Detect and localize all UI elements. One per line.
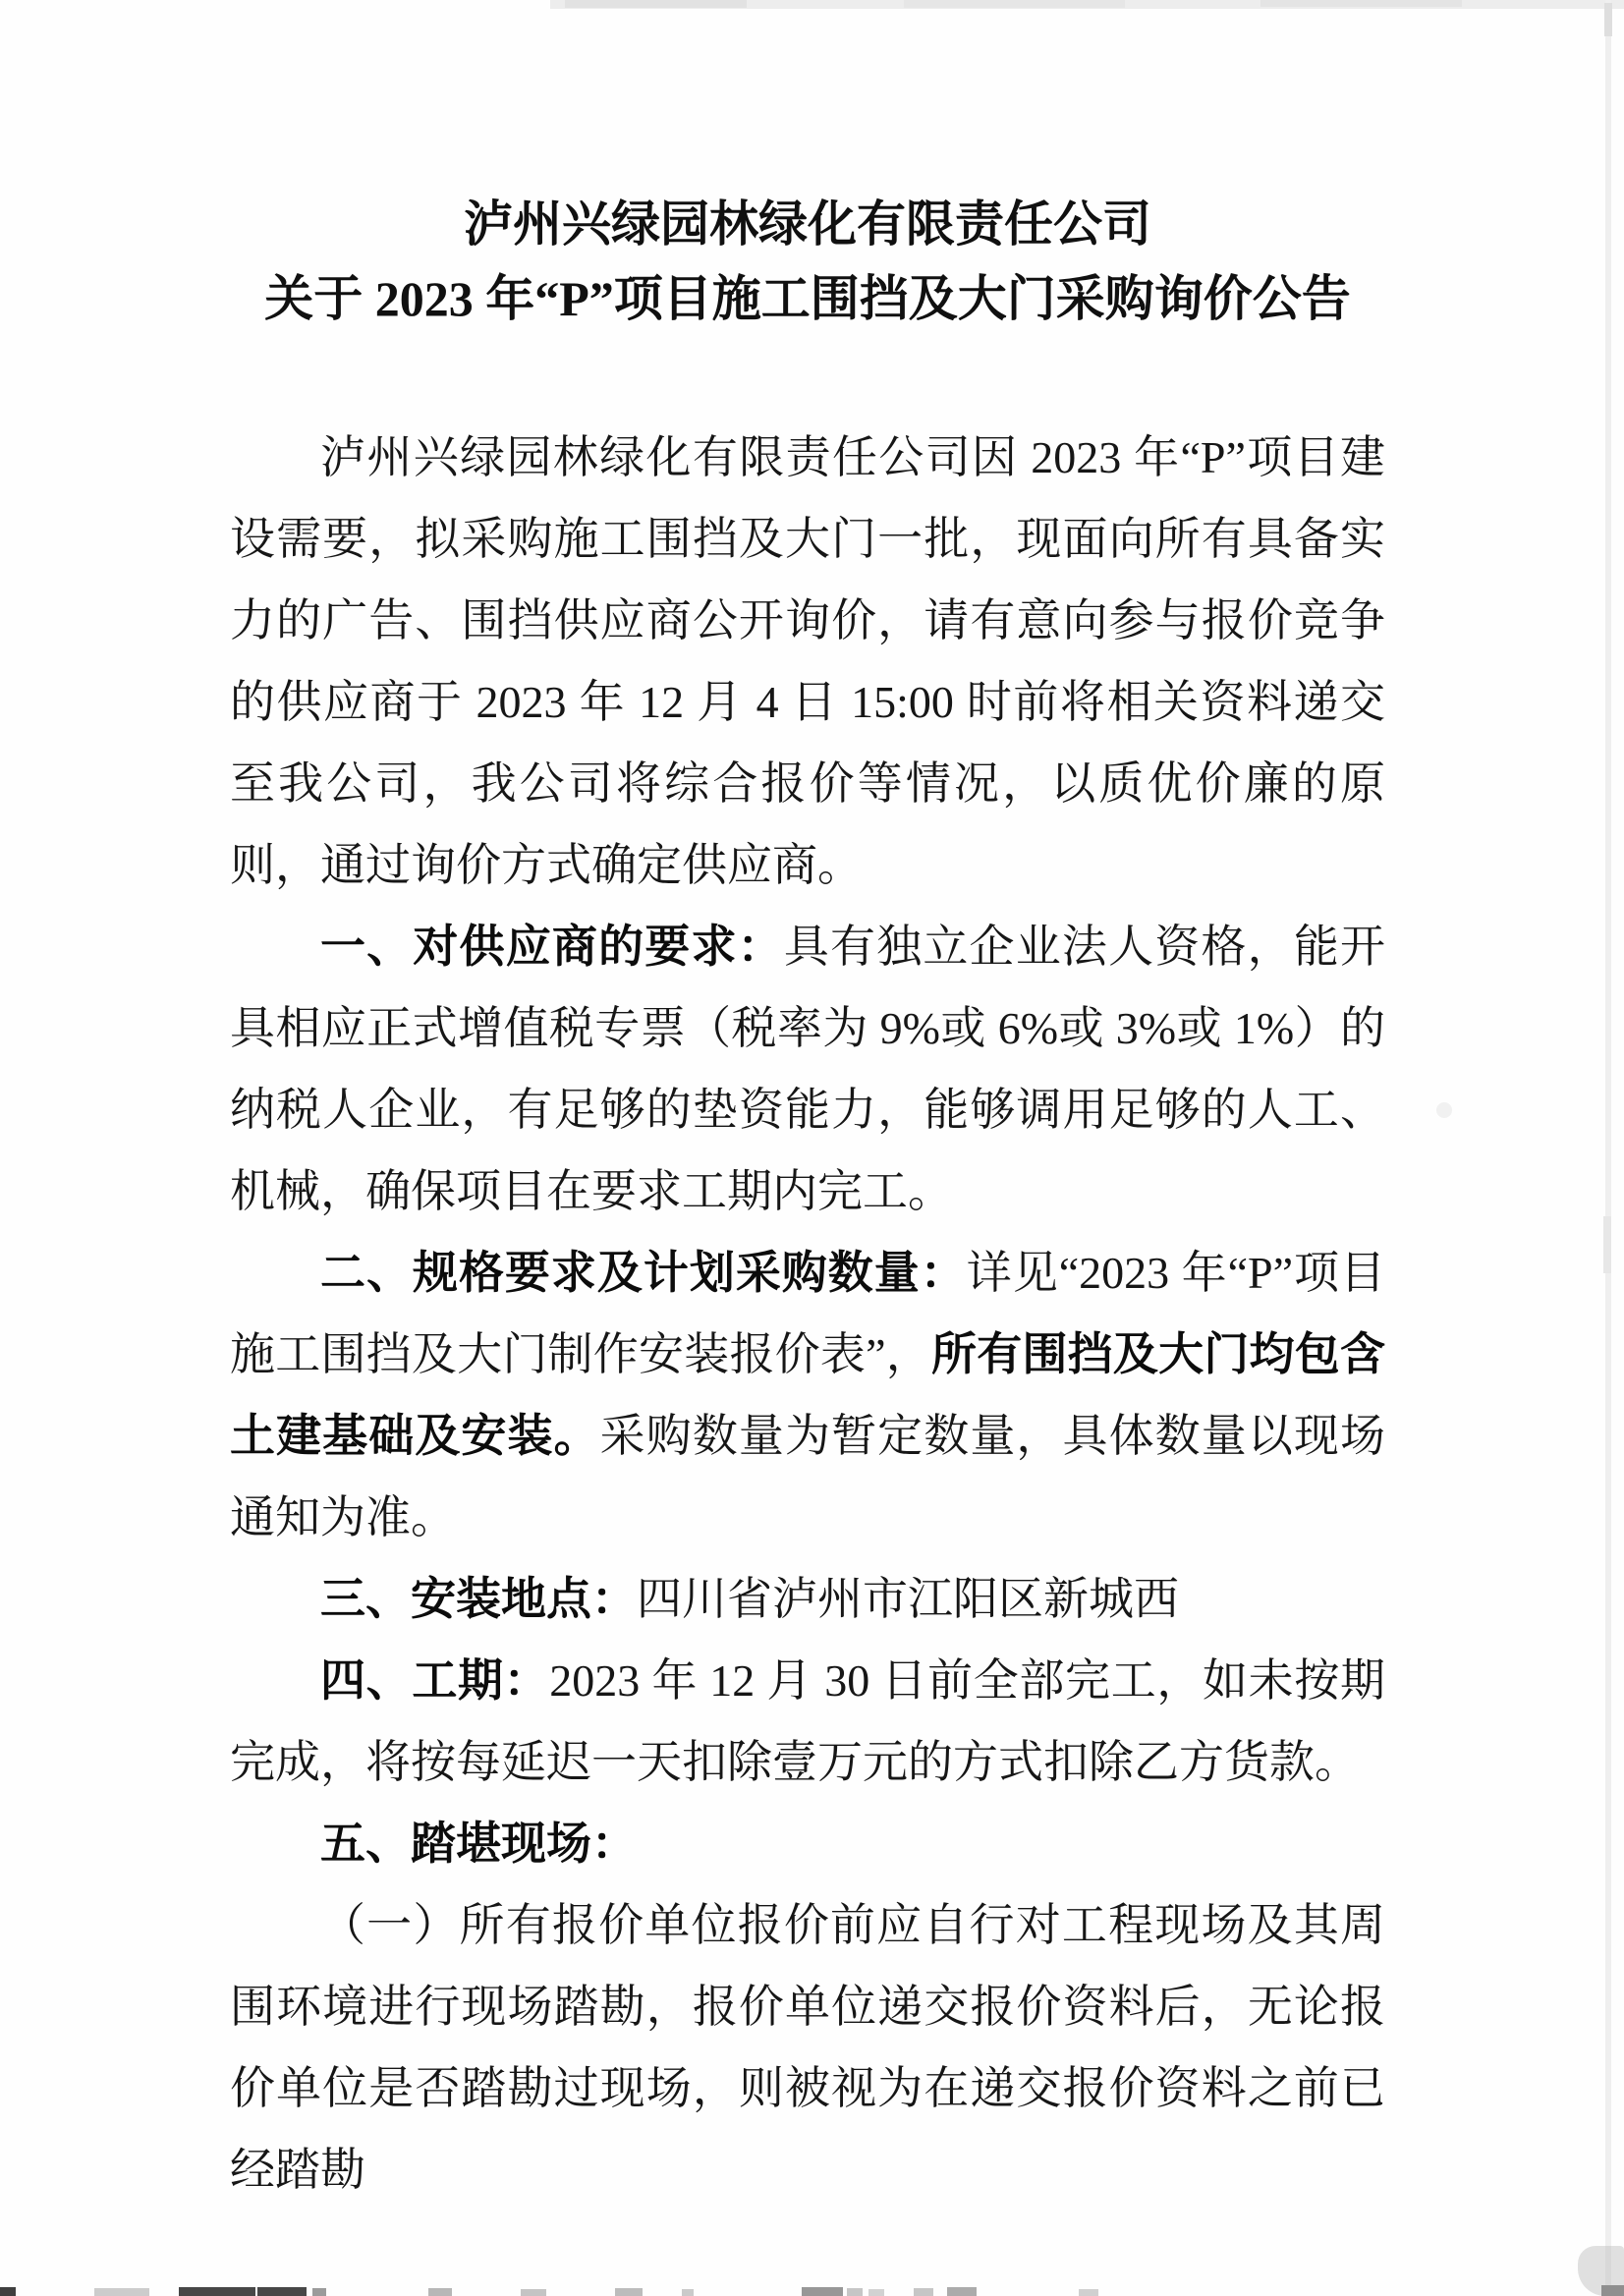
scan-artifact-dash <box>947 2287 977 2296</box>
scan-artifact-bottom-edge <box>0 2285 1624 2296</box>
section-heading-run: 四、工期： <box>320 1654 550 1706</box>
scan-artifact-top-edge <box>904 0 1125 8</box>
scan-artifact-dash <box>428 2288 452 2296</box>
scan-artifact-right-edge <box>1603 1216 1611 1273</box>
scan-artifact-dash <box>1601 2285 1624 2296</box>
scan-artifact-dash <box>868 2289 884 2296</box>
document-title-block <box>230 187 1385 336</box>
section-heading-run: 二、规格要求及计划采购数量： <box>320 1247 967 1298</box>
scan-artifact-dash <box>847 2288 863 2296</box>
text-run: 2023 年 12 月 30 日前全部完工，如未按期完成，将按每延迟一天扣除壹万元的方式扣除乙方货款。 <box>230 1655 1386 1787</box>
scan-artifact-top-edge <box>1260 0 1462 7</box>
document-body <box>230 417 1385 2211</box>
scan-artifact-dash <box>682 2289 694 2296</box>
paragraph <box>230 1558 1385 1640</box>
scan-artifact-smudge <box>1436 1102 1452 1118</box>
section-heading-run: 一、对供应商的要求： <box>320 921 784 972</box>
paragraph <box>230 1884 1385 2211</box>
scan-artifact-top-edge <box>565 0 747 8</box>
scan-artifact-dash <box>914 2288 933 2296</box>
scan-artifact-right-edge <box>1604 3 1612 36</box>
paragraph <box>230 1803 1385 1884</box>
text-run: 采购数量为暂定数量，具体数量以现场通知为准。 <box>230 1411 1386 1542</box>
paragraph <box>230 906 1385 1232</box>
document-title-line-1: 泸州兴绿园林绿化有限责任公司 <box>464 196 1151 252</box>
section-heading-run: 三、安装地点： <box>320 1573 637 1624</box>
scan-artifact-dash <box>615 2288 643 2296</box>
text-run: 详见“2023 年“P”项目施工围挡及大门制作安装报价表”， <box>230 1248 1385 1379</box>
scan-artifact-dash <box>0 2287 16 2296</box>
scan-artifact-dash <box>94 2288 149 2296</box>
scan-artifact-dash <box>802 2287 843 2296</box>
scan-artifact-dash <box>1079 2289 1098 2296</box>
text-run: 泸州兴绿园林绿化有限责任公司因 2023 年“P”项目建设需要，拟采购施工围挡及大门一批，现面向所有具备实力的广告、围挡供应商公开询价，请有意向参与报价竞争的供应商于 2023 年 12 月 4 日 15:00 时前将相关资料递交至我公司，我公司将综合报价等情况，以质优价廉的原则，通过询价方式确定供应商。 <box>230 432 1385 890</box>
scan-artifact-dash <box>312 2288 326 2296</box>
scan-artifact-dash <box>257 2287 307 2296</box>
paragraph <box>230 1232 1385 1558</box>
document-content <box>230 187 1385 2211</box>
paragraph <box>230 417 1385 906</box>
document-title-line-2: 关于 2023 年“P”项目施工围挡及大门采购询价公告 <box>264 271 1351 326</box>
text-run: 具有独立企业法人资格，能开具相应正式增值税专票（税率为 9%或 6%或 3%或 1%）的纳税人企业，有足够的垫资能力，能够调用足够的人工、机械，确保项目在要求工期内完工。 <box>230 922 1386 1216</box>
scan-artifact-right-edge <box>1605 0 1611 2296</box>
scan-artifact-top-edge <box>550 0 1624 9</box>
paragraph <box>230 1640 1385 1803</box>
text-run: （一）所有报价单位报价前应自行对工程现场及其周围环境进行现场踏勘，报价单位递交报价资料后，无论报价单位是否踏勘过现场，则被视为在递交报价资料之前已经踏勘 <box>230 1900 1385 2195</box>
section-heading-run: 五、踏堪现场： <box>320 1818 637 1869</box>
section-heading-run: 所有围挡及大门均包含土建基础及安装。 <box>230 1328 1386 1461</box>
scan-artifact-dash <box>179 2287 255 2296</box>
text-run: 四川省泸州市江阳区新城西 <box>637 1574 1179 1624</box>
scan-artifact-dash <box>521 2289 546 2296</box>
